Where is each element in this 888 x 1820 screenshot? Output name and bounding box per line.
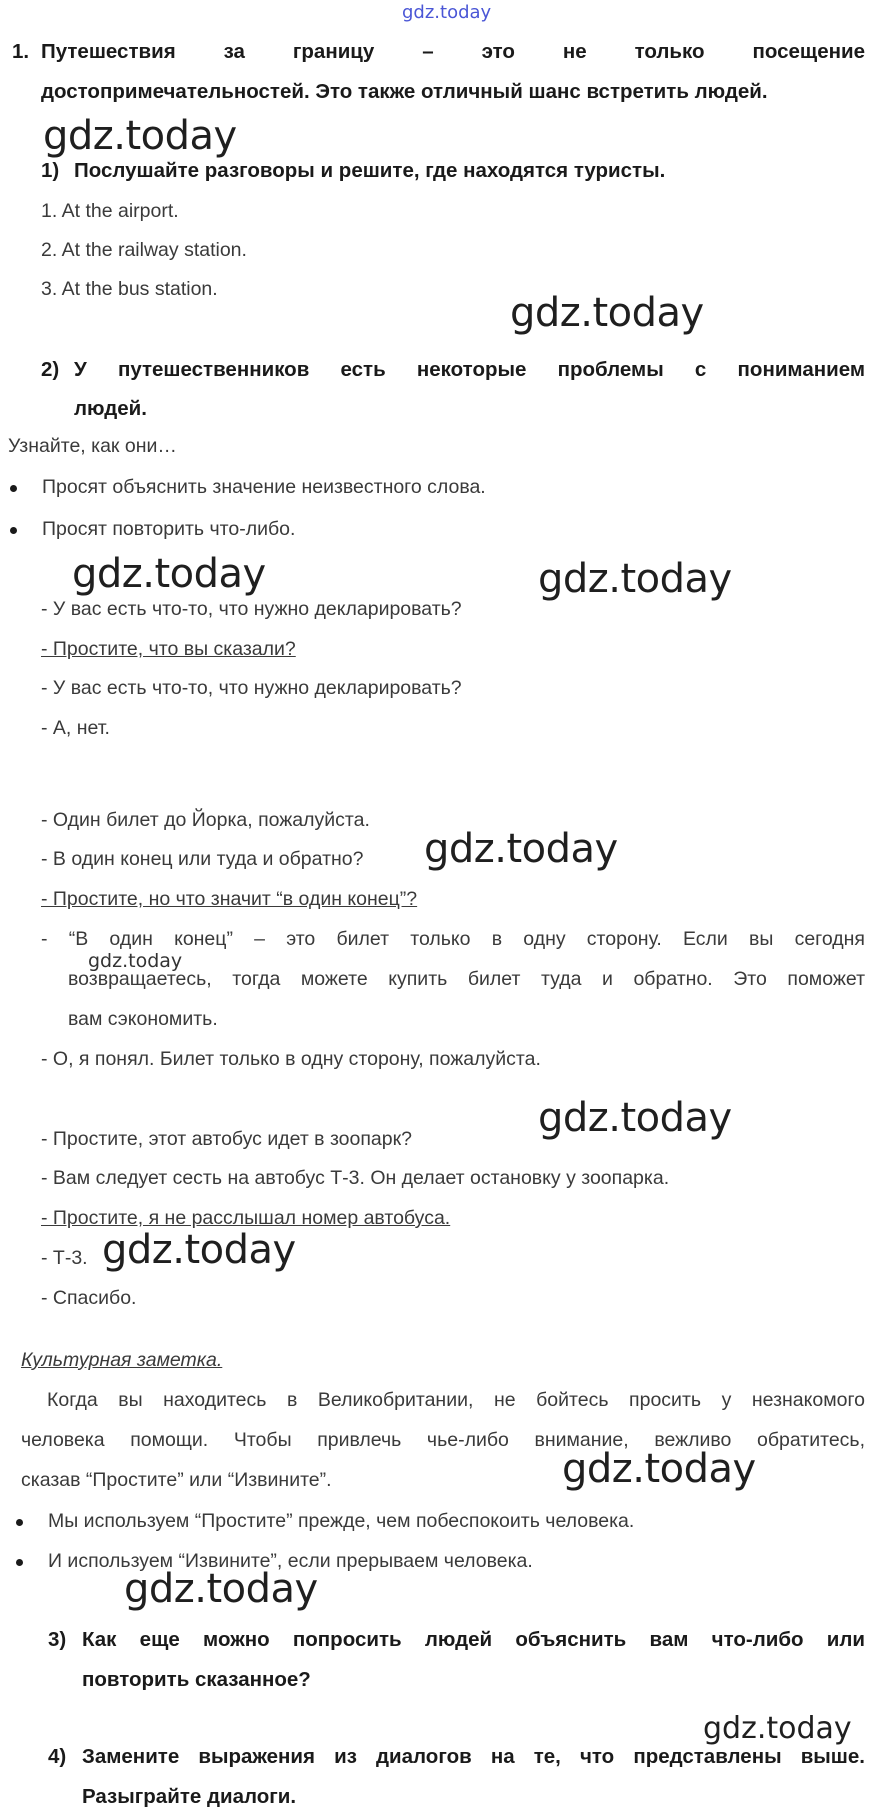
dialogue-line: - Т-3. <box>41 1247 88 1269</box>
dialogue-line: вам сэкономить. <box>68 1008 218 1030</box>
watermark: gdz.today <box>510 290 704 336</box>
watermark: gdz.today <box>538 556 732 602</box>
dialogue-line-underlined: - Простите, что вы сказали? <box>41 638 296 660</box>
sub3-line2: повторить сказанное? <box>82 1668 311 1691</box>
sub4-number: 4) <box>48 1745 67 1768</box>
dialogue-line-underlined: - Простите, но что значит “в один конец”? <box>41 888 418 910</box>
find-out-text: Узнайте, как они… <box>8 435 177 457</box>
sub3-line1: Как еще можно попросить людей объяснить вам что-либо или <box>82 1628 865 1651</box>
sub2-line2: людей. <box>74 397 147 420</box>
culture-note-line: Когда вы находитесь в Великобритании, не бойтесь просить у незнакомого <box>47 1389 865 1411</box>
sub2-line1: У путешественников есть некоторые проблемы с пониманием <box>74 358 865 381</box>
bullet-dot <box>16 1559 23 1566</box>
watermark: gdz.today <box>703 1711 852 1746</box>
watermark-small: gdz.today <box>88 950 183 972</box>
dialogue-line: - У вас есть что-то, что нужно декларировать? <box>41 598 462 620</box>
task-number: 1. <box>12 40 30 63</box>
bullet-dot <box>10 485 17 492</box>
bullet-dot <box>16 1519 23 1526</box>
sub1-text: Послушайте разговоры и решите, где находятся туристы. <box>74 159 666 182</box>
task-intro-line1: Путешествия за границу – это не только посещение <box>41 40 865 63</box>
dialogue-line: - Вам следует сесть на автобус Т-3. Он делает остановку у зоопарка. <box>41 1167 670 1189</box>
task-intro-line2: достопримечательностей. Это также отличный шанс встретить людей. <box>41 80 768 103</box>
culture-note-line: человека помощи. Чтобы привлечь чье-либо внимание, вежливо обратитесь, <box>21 1429 865 1451</box>
dialogue-line: - А, нет. <box>41 717 110 739</box>
option-2: 2. At the railway station. <box>41 239 247 261</box>
dialogue-line: возвращаетесь, тогда можете купить билет туда и обратно. Это поможет <box>68 968 865 990</box>
bullet-item: Просят повторить что-либо. <box>42 518 296 540</box>
culture-note-title: Культурная заметка. <box>21 1349 223 1371</box>
sub3-number: 3) <box>48 1628 67 1651</box>
dialogue-line: - Простите, этот автобус идет в зоопарк? <box>41 1128 412 1150</box>
watermark: gdz.today <box>102 1227 296 1273</box>
watermark: gdz.today <box>43 113 237 159</box>
bullet-item: Просят объяснить значение неизвестного слова. <box>42 476 486 498</box>
option-3: 3. At the bus station. <box>41 278 218 300</box>
bullet-dot <box>10 527 17 534</box>
watermark: gdz.today <box>424 826 618 872</box>
sub4-line1: Замените выражения из диалогов на те, что представлены выше. <box>82 1745 865 1768</box>
dialogue-line: - Один билет до Йорка, пожалуйста. <box>41 809 370 831</box>
watermark: gdz.today <box>124 1566 318 1612</box>
dialogue-line: - “В один конец” – это билет только в одну сторону. Если вы сегодня <box>41 928 865 950</box>
option-1: 1. At the airport. <box>41 200 179 222</box>
watermark: gdz.today <box>72 551 266 597</box>
bullet-item: Мы используем “Простите” прежде, чем побеспокоить человека. <box>48 1510 635 1532</box>
watermark: gdz.today <box>562 1446 756 1492</box>
culture-note-line: сказав “Простите” или “Извините”. <box>21 1469 332 1491</box>
sub1-number: 1) <box>41 159 60 182</box>
sub4-line2: Разыграйте диалоги. <box>82 1785 297 1808</box>
dialogue-line: - У вас есть что-то, что нужно декларировать? <box>41 677 462 699</box>
watermark: gdz.today <box>538 1095 732 1141</box>
dialogue-line: - Спасибо. <box>41 1287 137 1309</box>
dialogue-line: - О, я понял. Билет только в одну сторону, пожалуйста. <box>41 1048 541 1070</box>
dialogue-line: - В один конец или туда и обратно? <box>41 848 364 870</box>
dialogue-line-underlined: - Простите, я не расслышал номер автобуса. <box>41 1207 451 1229</box>
bullet-item: И используем “Извините”, если прерываем человека. <box>48 1550 533 1572</box>
sub2-number: 2) <box>41 358 60 381</box>
watermark-top: gdz.today <box>402 2 492 23</box>
